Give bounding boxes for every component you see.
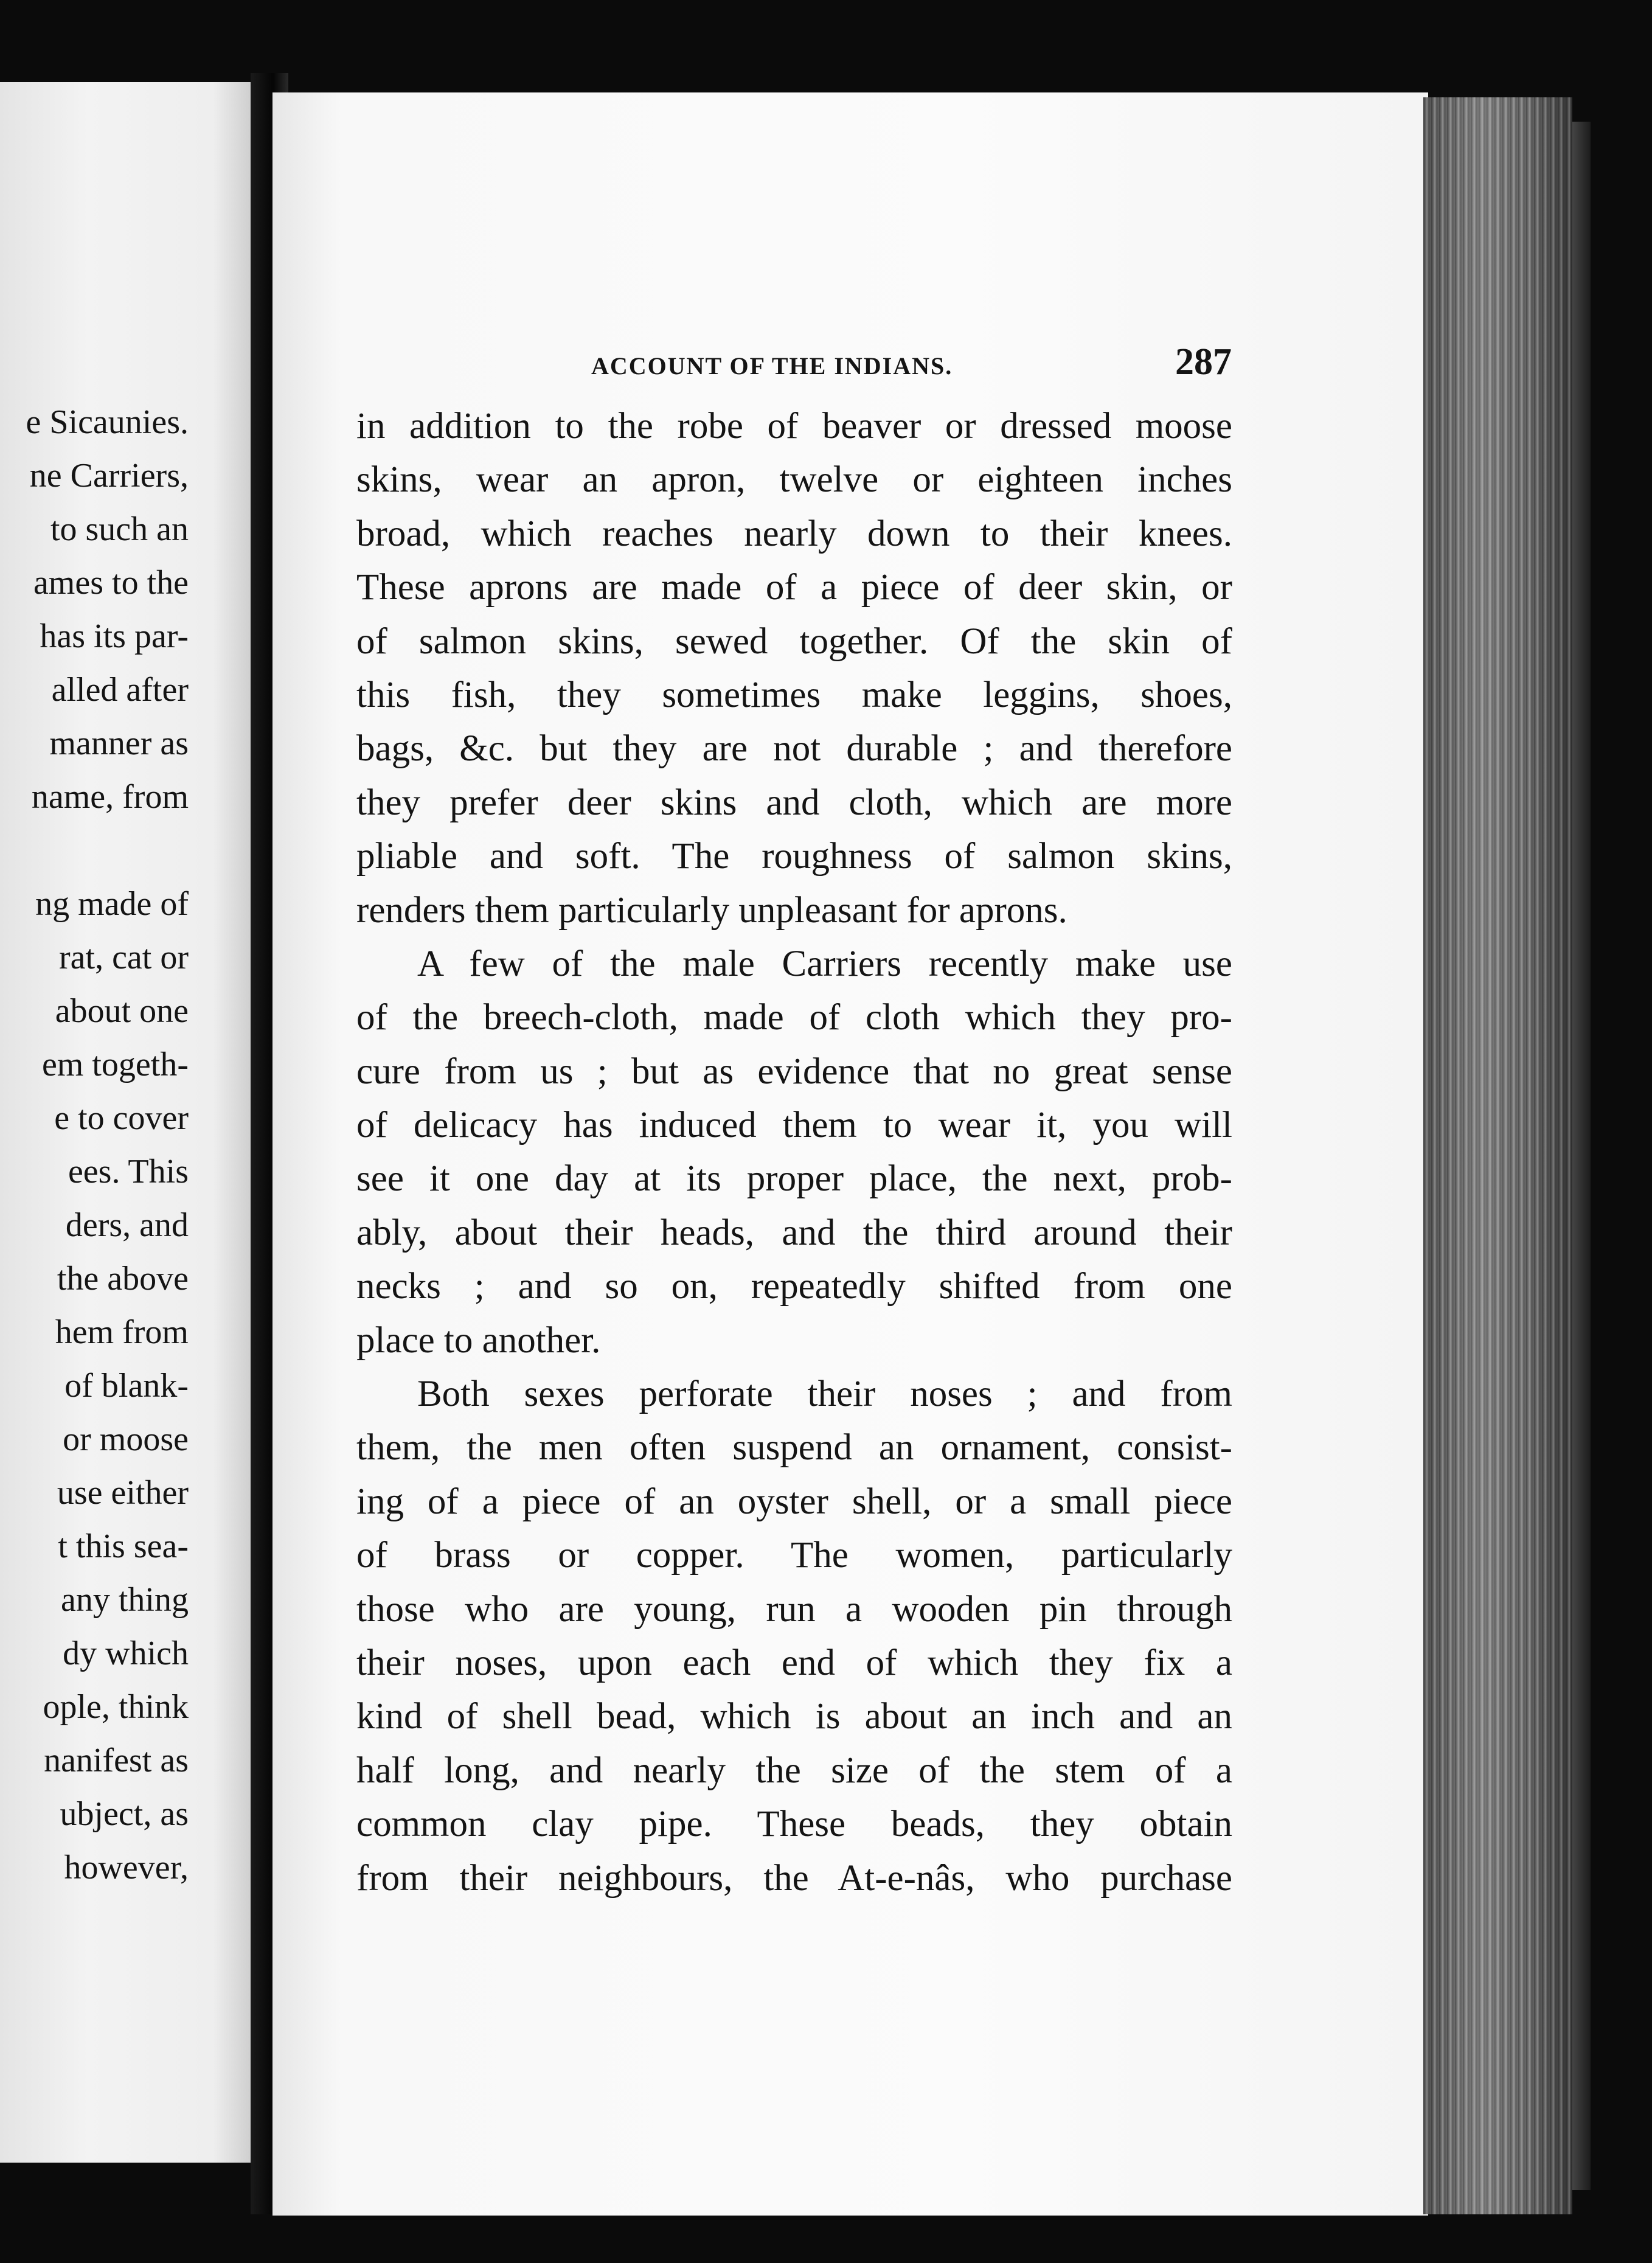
text-line: see it one day at its proper place, the next, prob- bbox=[356, 1158, 1232, 1200]
left-text-line: hem from bbox=[55, 1313, 189, 1351]
left-text-line: the above bbox=[57, 1260, 189, 1298]
left-page bbox=[0, 82, 251, 2163]
page-header bbox=[272, 330, 1232, 384]
left-text-line: alled after bbox=[51, 671, 189, 709]
left-text-line: about one bbox=[55, 992, 189, 1030]
text-line: from their neighbours, the At-e-nâs, who purchase bbox=[356, 1857, 1232, 1899]
text-line: of delicacy has induced them to wear it, you will bbox=[356, 1105, 1232, 1146]
left-text-line: manner as bbox=[49, 725, 189, 762]
left-text-line: ople, think bbox=[43, 1688, 189, 1726]
text-line: their noses, upon each end of which they fix a bbox=[356, 1642, 1232, 1683]
text-line: skins, wear an apron, twelve or eighteen inches bbox=[356, 459, 1232, 501]
text-line: those who are young, run a wooden pin through bbox=[356, 1588, 1232, 1630]
text-line: necks ; and so on, repeatedly shifted from one bbox=[356, 1266, 1232, 1307]
text-line: them, the men often suspend an ornament, consist- bbox=[356, 1427, 1232, 1469]
text-line: Both sexes perforate their noses ; and from bbox=[417, 1374, 1232, 1415]
text-line: common clay pipe. These beads, they obtain bbox=[356, 1804, 1232, 1845]
left-text-line: ees. This bbox=[68, 1153, 189, 1191]
left-text-line: of blank- bbox=[64, 1367, 189, 1405]
page-fore-edge bbox=[1423, 97, 1572, 2214]
left-text-line: name, from bbox=[31, 778, 189, 816]
left-text-line: ubject, as bbox=[60, 1795, 189, 1833]
text-line: pliable and soft. The roughness of salmon skins, bbox=[356, 836, 1232, 877]
text-line: half long, and nearly the size of the stem of a bbox=[356, 1750, 1232, 1791]
left-text-line: however, bbox=[64, 1849, 189, 1886]
body-text bbox=[356, 400, 1232, 1905]
text-line: ably, about their heads, and the third around their bbox=[356, 1212, 1232, 1253]
text-line: bags, &c. but they are not durable ; and therefore bbox=[356, 728, 1232, 770]
running-head: ACCOUNT OF THE INDIANS. bbox=[591, 352, 953, 380]
left-text-line: em togeth- bbox=[41, 1046, 189, 1083]
left-text-line: to such an bbox=[50, 510, 189, 548]
left-text-line: dy which bbox=[63, 1635, 189, 1672]
text-line: of brass or copper. The women, particularly bbox=[356, 1535, 1232, 1576]
text-line: of salmon skins, sewed together. Of the skin of bbox=[356, 620, 1232, 662]
text-line: These aprons are made of a piece of deer skin, or bbox=[356, 567, 1232, 608]
left-text-line: ames to the bbox=[33, 564, 189, 602]
left-text-line: t this sea- bbox=[58, 1528, 189, 1565]
text-line: place to another. bbox=[356, 1319, 601, 1361]
text-line: A few of the male Carriers recently make use bbox=[417, 943, 1232, 984]
left-text-line: has its par- bbox=[40, 617, 189, 655]
text-line: ing of a piece of an oyster shell, or a small piece bbox=[356, 1481, 1232, 1522]
page-number: 287 bbox=[1175, 341, 1232, 383]
left-text-line: or moose bbox=[63, 1420, 189, 1458]
text-line: of the breech-cloth, made of cloth which they pro- bbox=[356, 997, 1232, 1038]
left-text-line: ng made of bbox=[35, 885, 189, 923]
left-text-line: use either bbox=[57, 1474, 189, 1512]
text-line: kind of shell bead, which is about an inch and an bbox=[356, 1696, 1232, 1737]
left-text-line: e to cover bbox=[54, 1099, 189, 1137]
text-line: this fish, they sometimes make leggins, shoes, bbox=[356, 674, 1232, 715]
right-page bbox=[272, 92, 1428, 2216]
left-text-line: e Sicaunies. bbox=[26, 403, 189, 441]
left-page-text bbox=[0, 395, 189, 1894]
left-text-line bbox=[0, 824, 189, 877]
left-text-line: nanifest as bbox=[44, 1742, 189, 1779]
text-line: in addition to the robe of beaver or dressed moose bbox=[356, 406, 1232, 447]
text-line: cure from us ; but as evidence that no great sense bbox=[356, 1051, 1232, 1092]
text-line: they prefer deer skins and cloth, which are more bbox=[356, 782, 1232, 823]
left-text-line: any thing bbox=[61, 1581, 189, 1619]
left-text-line: rat, cat or bbox=[59, 939, 189, 976]
left-text-line: ders, and bbox=[65, 1206, 189, 1244]
text-line: renders them particularly unpleasant for aprons. bbox=[356, 889, 1067, 931]
book-cover-edge bbox=[1572, 122, 1591, 2190]
text-line: broad, which reaches nearly down to their knees. bbox=[356, 513, 1232, 554]
left-text-line: ne Carriers, bbox=[29, 457, 189, 495]
